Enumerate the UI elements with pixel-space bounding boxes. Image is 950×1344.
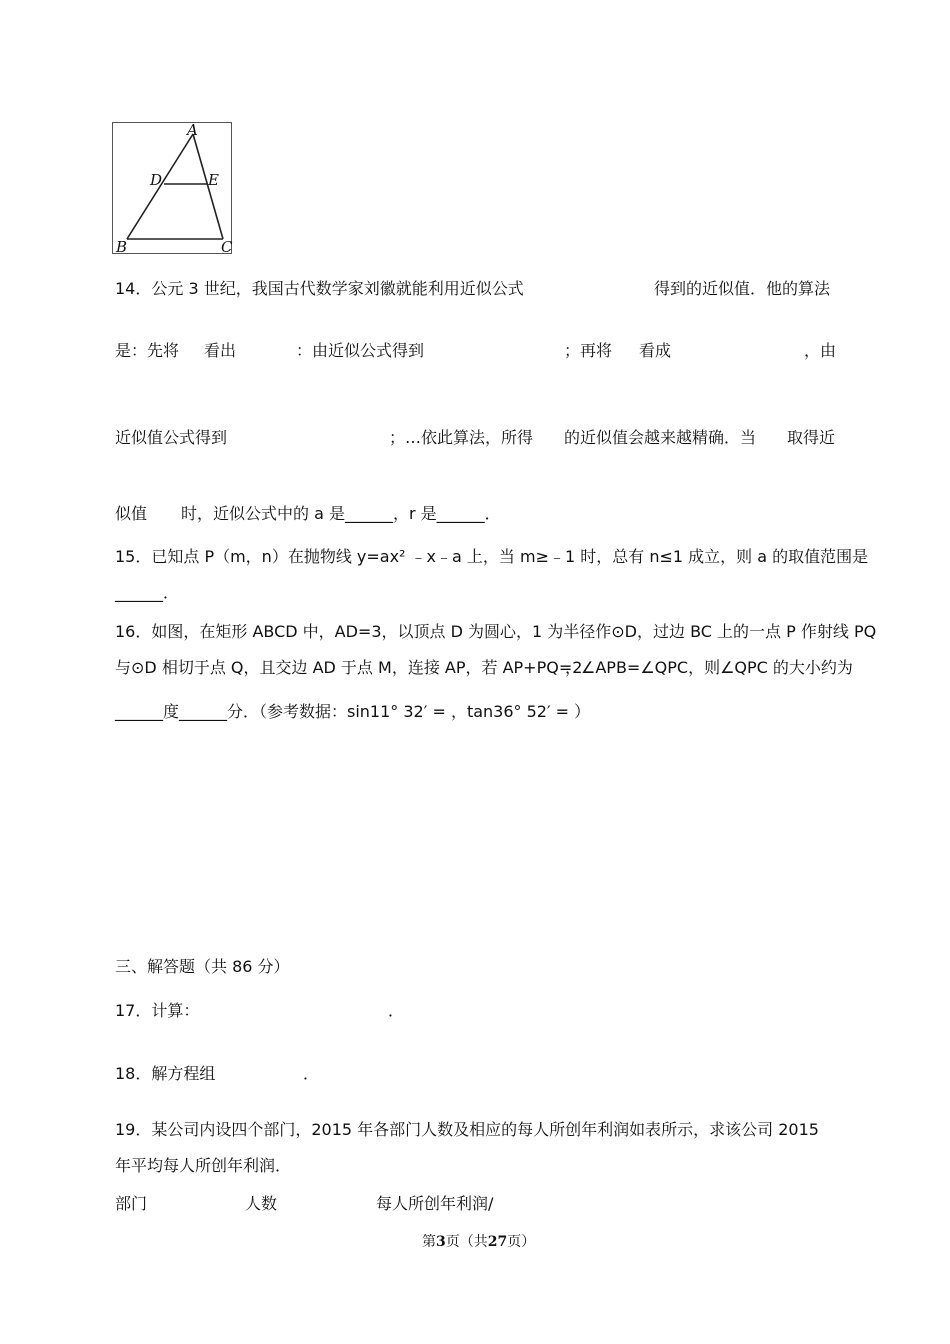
- q14-line2-f: ，由: [804, 341, 837, 360]
- q14-line3-a: 近似值公式得到: [115, 428, 228, 447]
- q14-line4-b: 时，近似公式中的 a 是______，r 是______．: [181, 504, 501, 523]
- table-col-profit: 每人所创年利润/: [376, 1194, 494, 1213]
- q14-line4-a: 似值: [115, 504, 148, 523]
- footer-page-number: 3: [436, 1234, 446, 1250]
- q19-line1: 19．某公司内设四个部门，2015 年各部门人数及相应的每人所创年利润如表所示，求该公司 2015: [115, 1120, 819, 1139]
- triangle-diagram: [113, 123, 233, 255]
- table-col-headcount: 人数: [245, 1194, 278, 1213]
- q16-line3: ______度______分．（参考数据：sin11° 32′ = ，tan36° 52′ = ）: [115, 702, 591, 721]
- q15-line1: 15．已知点 P（m，n）在抛物线 y=ax² ﹣x﹣a 上，当 m≥﹣1 时，总有 n≤1 成立，则 a 的取值范围是: [115, 547, 869, 566]
- q19-line2: 年平均每人所创年利润．: [115, 1156, 292, 1175]
- label-d: D: [150, 171, 163, 189]
- table-col-department: 部门: [115, 1194, 148, 1213]
- label-e: E: [208, 171, 219, 189]
- footer-mid: 页（共: [445, 1234, 488, 1250]
- q14-line2-c: ：由近似公式得到: [296, 341, 425, 360]
- q14-line2-b: 看出: [204, 341, 237, 360]
- section-title: 三、解答题（共 86 分）: [115, 957, 290, 976]
- q14-line2-d: ；再将: [564, 341, 613, 360]
- q14-line3-c: 的近似值会越来越精确．当: [564, 428, 757, 447]
- q17-label: 17．计算：: [115, 1001, 200, 1020]
- footer-pre: 第: [422, 1234, 436, 1250]
- q14-line2-e: 看成: [639, 341, 672, 360]
- q14-line3-b: ；…依此算法，所得: [389, 428, 534, 447]
- label-b: B: [116, 238, 128, 255]
- label-a: A: [187, 123, 198, 139]
- q18-label: 18．解方程组: [115, 1064, 216, 1083]
- page-footer: [422, 1232, 535, 1252]
- q16-line2-a: 与⊙D 相切于点 Q，且交边 AD 于点 M，连接 AP，若 AP+PQ=2: [115, 658, 583, 677]
- q17-end: ．: [388, 1001, 405, 1020]
- label-c: C: [221, 238, 233, 255]
- q18-end: ．: [303, 1064, 320, 1083]
- q14-line3-d: 取得近: [787, 428, 836, 447]
- q14-line2-a: 是：先将: [115, 341, 180, 360]
- q16-line1: 16．如图，在矩形 ABCD 中，AD=3，以顶点 D 为圆心，1 为半径作⊙D，过边 BC 上的一点 P 作射线 PQ: [115, 622, 877, 641]
- q14-line1-a: 14．公元 3 世纪，我国古代数学家刘徽就能利用近似公式: [115, 279, 524, 298]
- q16-line2-b: ，∠APB=∠QPC，则∠QPC 的大小约为: [565, 658, 853, 677]
- q15-line2: ______．: [115, 583, 180, 602]
- triangle-figure: [112, 122, 232, 254]
- footer-post: 页）: [507, 1234, 536, 1250]
- q14-line1-b: 得到的近似值．他的算法: [654, 279, 831, 298]
- footer-total-pages: 27: [487, 1234, 508, 1250]
